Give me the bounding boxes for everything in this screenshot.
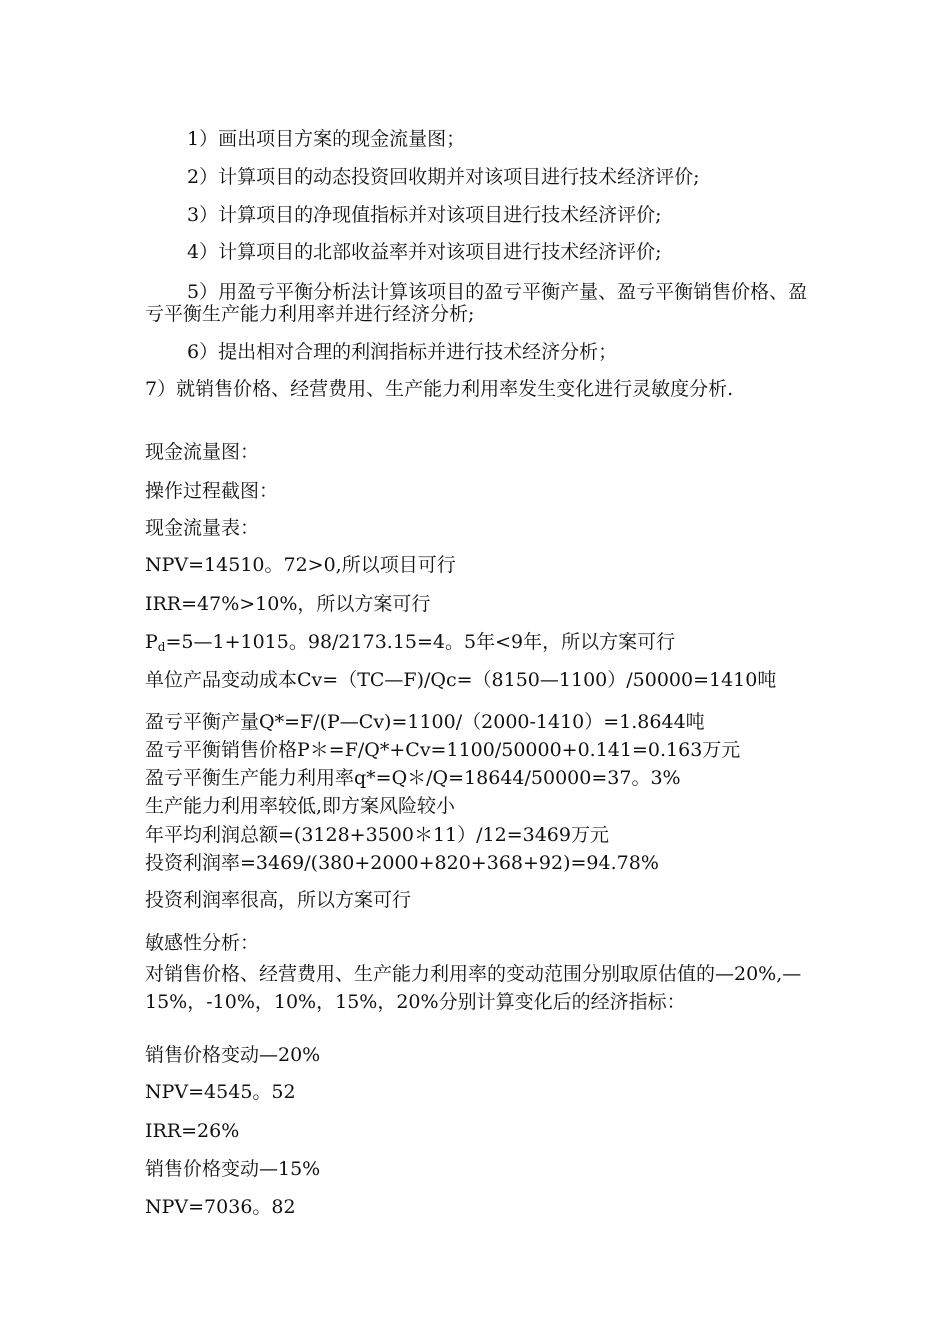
breakeven-output: 盈亏平衡产量Q*=F/(P—Cv)=1100/（2000-1410）=1.8644吨 [145,711,705,733]
sensitivity-item: NPV=4545。52 [145,1081,296,1103]
sensitivity-item: IRR=26% [145,1120,240,1142]
npv-result: NPV=14510。72>0,所以项目可行 [145,554,456,576]
task-7: 7）就销售价格、经营费用、生产能力利用率发生变化进行灵敏度分析. [145,378,734,400]
task-6: 6）提出相对合理的利润指标并进行技术经济分析； [187,341,618,363]
task-4: 4）计算项目的北部收益率并对该项目进行技术经济评价; [187,241,662,263]
profit-conclusion: 投资利润率很高，所以方案可行 [145,889,412,911]
investment-profit-rate: 投资利润率=3469/(380+2000+820+368+92)=94.78% [145,852,659,874]
sensitivity-intro: 对销售价格、经营费用、生产能力利用率的变动范围分别取原估值的—20%,—15%，-10%，10%，15%，20%分别计算变化后的经济指标： [145,963,802,1013]
sensitivity-item: NPV=7036。82 [145,1196,296,1218]
breakeven-capacity-rate: 盈亏平衡生产能力利用率q*=Q＊/Q=18644/50000=37。3% [145,767,681,789]
pd-formula: =5—1+1015。98/2173.15=4。5年<9年，所以方案可行 [165,631,676,653]
irr-result: IRR=47%>10%，所以方案可行 [145,593,431,615]
payback-period-result [145,630,810,654]
cash-flow-table-heading: 现金流量表： [145,517,260,539]
task-1: 1）画出项目方案的现金流量图； [187,128,466,150]
sensitivity-item: 销售价格变动—20% [145,1044,321,1066]
task-2: 2）计算项目的动态投资回收期并对该项目进行技术经济评价; [187,166,700,188]
pd-subscript: d [157,640,166,654]
annual-profit: 年平均利润总额=(3128+3500＊11）/12=3469万元 [145,824,609,846]
unit-variable-cost: 单位产品变动成本Cv=（TC—F)/Qc=（8150—1100）/50000=1410吨 [145,669,777,691]
task-5: 5）用盈亏平衡分析法计算该项目的盈亏平衡产量、盈亏平衡销售价格、盈亏平衡生产能力利用率并进行经济分析; [145,281,808,325]
sensitivity-item: 销售价格变动—15% [145,1158,321,1180]
breakeven-price: 盈亏平衡销售价格P＊=F/Q*+Cv=1100/50000+0.141=0.163万元 [145,739,741,761]
task-3: 3）计算项目的净现值指标并对该项目进行技术经济评价; [187,204,662,226]
cash-flow-chart-heading: 现金流量图： [145,441,260,463]
pd-symbol: P [145,631,158,653]
sensitivity-heading: 敏感性分析： [145,932,260,954]
risk-conclusion: 生产能力利用率较低,即方案风险较小 [145,795,456,817]
screenshots-heading: 操作过程截图： [145,480,279,502]
